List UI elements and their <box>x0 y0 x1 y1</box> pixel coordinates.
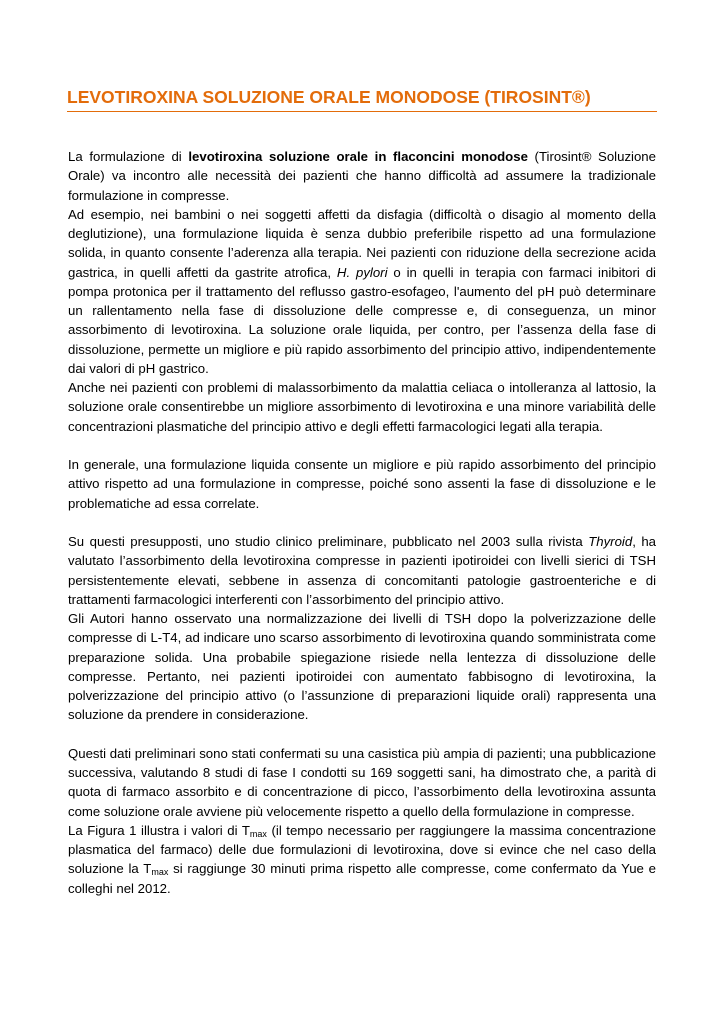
subscript-max: max <box>249 828 267 839</box>
subscript-max: max <box>151 867 169 878</box>
journal-name: Thyroid <box>588 534 633 549</box>
paragraph-7: Questi dati preliminari sono stati confermati su una casistica più ampia di pazienti; una pubblicazione successiva, valutando 8 studi di fase I condotti su 169 soggetti sani, ha dimostrato che, a parità di quota di farmaco assorbito e di concentrazione di picco, l’assorbimento della levotiroxina assunta come soluzione orale avviene più velocemente rispetto a quello della formulazione in compresse. <box>68 745 656 819</box>
paragraph-3: Anche nei pazienti con problemi di malassorbimento da malattia celiaca o intolleranza al lattosio, la soluzione orale consentirebbe un migliore assorbimento di levotiroxina e una minore variabilità delle concentrazioni plasmatiche del principio attivo e degli effetti farmacologici legati alla terapia. <box>68 380 656 434</box>
title-underline <box>67 111 657 112</box>
paragraph-4: In generale, una formulazione liquida consente un migliore e più rapido assorbimento del principio attivo rispetto ad una formulazione in compresse, poiché sono assenti la fase di dissoluzione e le problematiche ad essa correlate. <box>68 457 656 511</box>
paragraph-gap <box>68 436 656 455</box>
paragraph-6: Gli Autori hanno osservato una normalizzazione dei livelli di TSH dopo la polverizzazione delle compresse di L-T4, ad indicare uno scarso assorbimento di levotiroxina quando somministrata come preparazione solida. Una probabile spiegazione risiede nella lentezza di dissoluzione delle compresse. Pertanto, nei pazienti ipotiroidei con aumentato fabbisogno di levotiroxina, la polverizzazione del principio attivo (o l’assunzione di preparazioni liquide orali) rappresenta una soluzione da prendere in considerazione. <box>68 611 656 723</box>
paragraph-2: Ad esempio, nei bambini o nei soggetti affetti da disfagia (difficoltà o disagio al momento della deglutizione), una formulazione liquida è senza dubbio preferibile rispetto ad una formulazione solida, in quanto consente l’aderenza alla terapia. Nei pazienti con riduzione della secrezione acida gastrica, in quelli affetti da gastrite atrofica, H. pylori o in quelli in terapia con farmaci inibitori di pompa protonica per il trattamento del reflusso gastro-esofageo, l'aumento del pH può determinare un rallentamento nella fase di dissoluzione delle compresse e, di conseguenza, un minor assorbimento di levotiroxina. La soluzione orale liquida, per contro, per l’assenza della fase di dissoluzione, permette un migliore e più rapido assorbimento del principio attivo, indipendentemente dai valori di pH gastrico. <box>68 206 656 376</box>
bold-phrase: levotiroxina soluzione orale in flaconcini monodose <box>188 149 528 164</box>
paragraph-gap <box>68 513 656 532</box>
paragraph-5: Su questi presupposti, uno studio clinico preliminare, pubblicato nel 2003 sulla rivista Thyroid, ha valutato l’assorbimento della levotiroxina compresse in pazienti ipotiroidei con livelli sierici di TSH persistentemente elevati, sebbene in assenza di concomitanti patologie gastroenteriche e di trattamenti farmacologici interferenti con l’assorbimento del principio attivo. <box>68 534 656 607</box>
paragraph-1: La formulazione di levotiroxina soluzione orale in flaconcini monodose (Tirosint® Soluzione Orale) va incontro alle necessità dei pazienti che hanno difficoltà ad assumere la tradizionale formulazione in compresse. <box>68 149 656 203</box>
document-title: LEVOTIROXINA SOLUZIONE ORALE MONODOSE (TIROSINT®) <box>67 87 591 107</box>
document-body <box>68 147 656 898</box>
italic-term: H. pylori <box>336 264 388 280</box>
paragraph-gap <box>68 725 656 744</box>
paragraph-8: La Figura 1 illustra i valori di $T_{max}$ (il tempo necessario per raggiungere la massima concentrazione plasmatica del farmaco) delle due formulazioni di levotiroxina, dove si evince che nel caso della soluzione la $T_{max}$ si raggiunge 30 minuti prima rispetto alle compresse, come confermato da Yue e colleghi nel 2012. <box>68 822 656 896</box>
